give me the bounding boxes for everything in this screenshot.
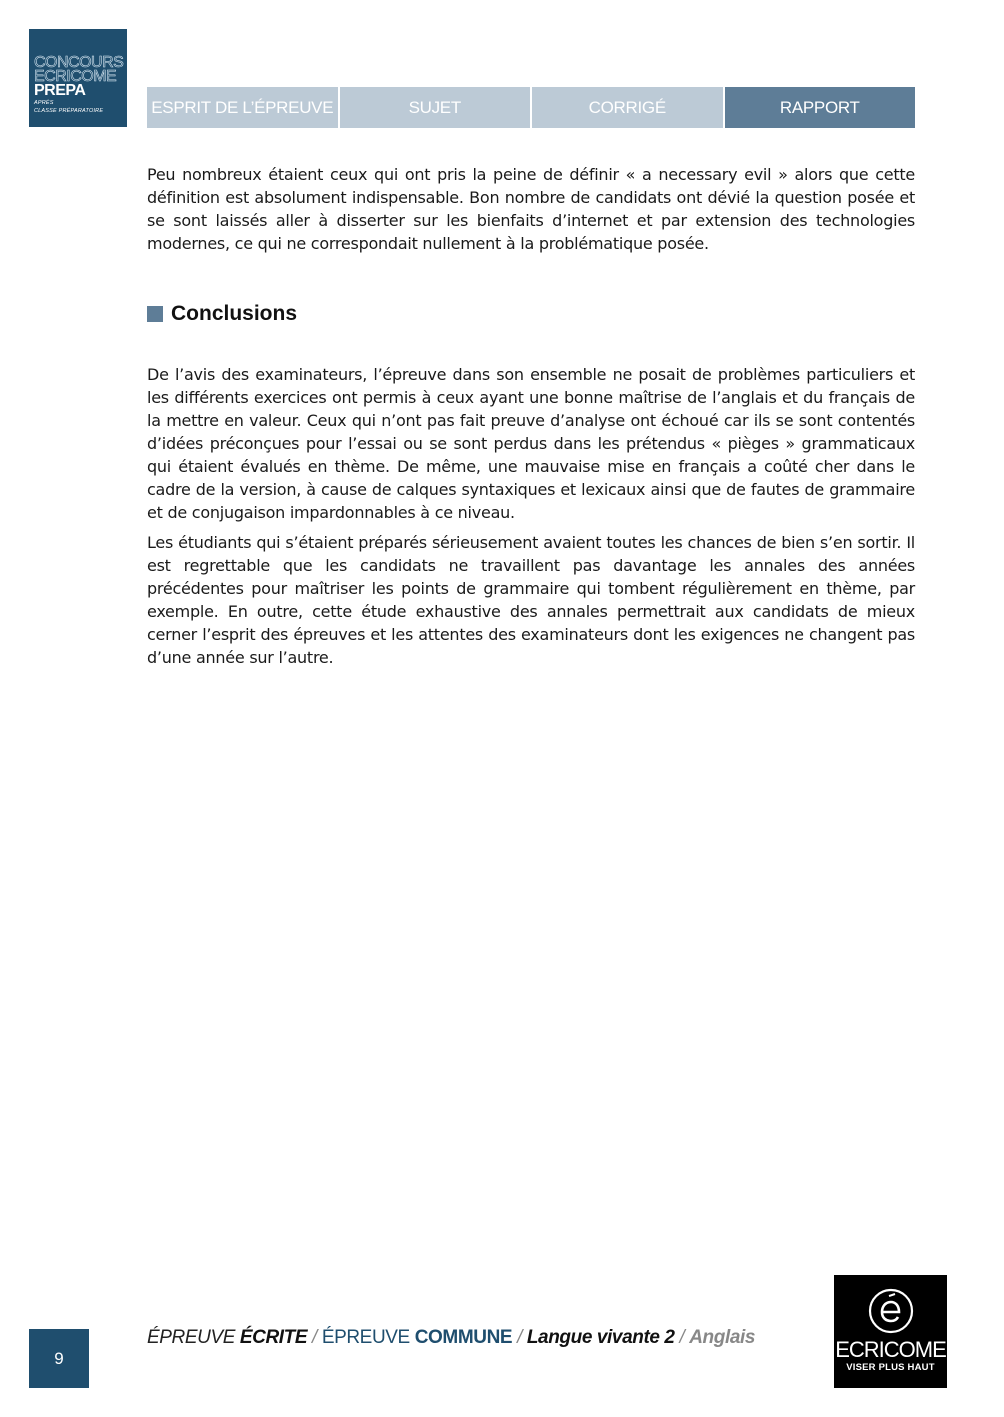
tab-sujet[interactable]: SUJET bbox=[340, 87, 531, 128]
section-heading bbox=[147, 302, 915, 326]
footer-sep-2: / bbox=[512, 1327, 527, 1348]
paragraph-1: De l’avis des examinateurs, l’épreuve dans son ensemble ne posait de problèmes particuliers et les différents exercices ont permis à ceux ayant une bonne maîtrise de l’anglais et du français de la mettre en valeur. Ceux qui n’ont pas fait preuve d’analyse ont échoué car ils se sont contentés d’idées préconçues pour l’essai ou se sont perdus dans les prétendus « pièges » grammaticaux qui étaient évalués en thème. De même, une mauvaise mise en français a coûté cher dans le cadre de la version, à cause de calques syntaxiques et lexicaux ainsi que de fautes de grammaire et de conjugaison impardonnables à ce niveau. bbox=[147, 365, 915, 522]
logo-line-concours: CONCOURS bbox=[34, 54, 124, 71]
footer-commune: COMMUNE bbox=[414, 1327, 513, 1348]
paragraph-2: Les étudiants qui s’étaient préparés sérieusement avaient toutes les chances de bien s’en sortir. Il est regrettable que les candidats ne travaillent pas davantage les annales des années précédentes pour maîtriser les points de grammaire qui tombent régulièrement en thème, par exemple. En outre, cette étude exhaustive des annales permettrait aux candidats de mieux cerner l’esprit des épreuves et les attentes des examinateurs dont les exigences ne changent pas d’une année sur l’autre. bbox=[147, 533, 915, 667]
concours-logo bbox=[29, 29, 127, 127]
logo-small-apres: APRÈS bbox=[34, 100, 54, 106]
footer-sep-3: / bbox=[674, 1327, 690, 1348]
logo-line-prepa: PREPA bbox=[34, 82, 86, 99]
footer-sep-1: / bbox=[307, 1327, 322, 1348]
footer-epreuve: ÉPREUVE bbox=[147, 1327, 240, 1348]
brand-tagline: VISER PLUS HAUT bbox=[846, 1362, 935, 1373]
footer-title bbox=[147, 1327, 755, 1349]
heading-square-icon bbox=[147, 306, 163, 322]
brand-name: ECRICOME bbox=[835, 1337, 946, 1362]
tab-esprit[interactable]: ESPRIT DE L’ÉPREUVE bbox=[147, 87, 338, 128]
ecricome-brand-logo bbox=[834, 1275, 947, 1388]
section-tabs bbox=[147, 87, 915, 128]
intro-paragraph: Peu nombreux étaient ceux qui ont pris la peine de définir « a necessary evil » alors que cette définition est absolument indispensable. Bon nombre de candidats ont dévié la question posée et se sont laissés aller à disserter sur les bienfaits d’internet et par extension des technologies modernes, ce qui ne correspondait nullement à la problématique posée. bbox=[147, 165, 915, 253]
tab-corrige[interactable]: CORRIGÉ bbox=[532, 87, 723, 128]
footer-ecrite: ÉCRITE bbox=[239, 1327, 308, 1348]
footer-anglais: Anglais bbox=[689, 1327, 756, 1348]
main-content bbox=[147, 163, 915, 676]
logo-small-classe: CLASSE PRÉPARATOIRE bbox=[34, 108, 104, 114]
footer-epreuve-2: ÉPREUVE bbox=[321, 1327, 415, 1348]
page-number: 9 bbox=[29, 1329, 89, 1388]
logo-line-ecricome: ECRICOME bbox=[34, 68, 117, 85]
heading-title: Conclusions bbox=[171, 302, 298, 325]
ecricome-e-icon bbox=[867, 1287, 915, 1335]
tab-rapport[interactable]: RAPPORT bbox=[725, 87, 916, 128]
footer-langue: Langue vivante 2 bbox=[526, 1327, 675, 1348]
